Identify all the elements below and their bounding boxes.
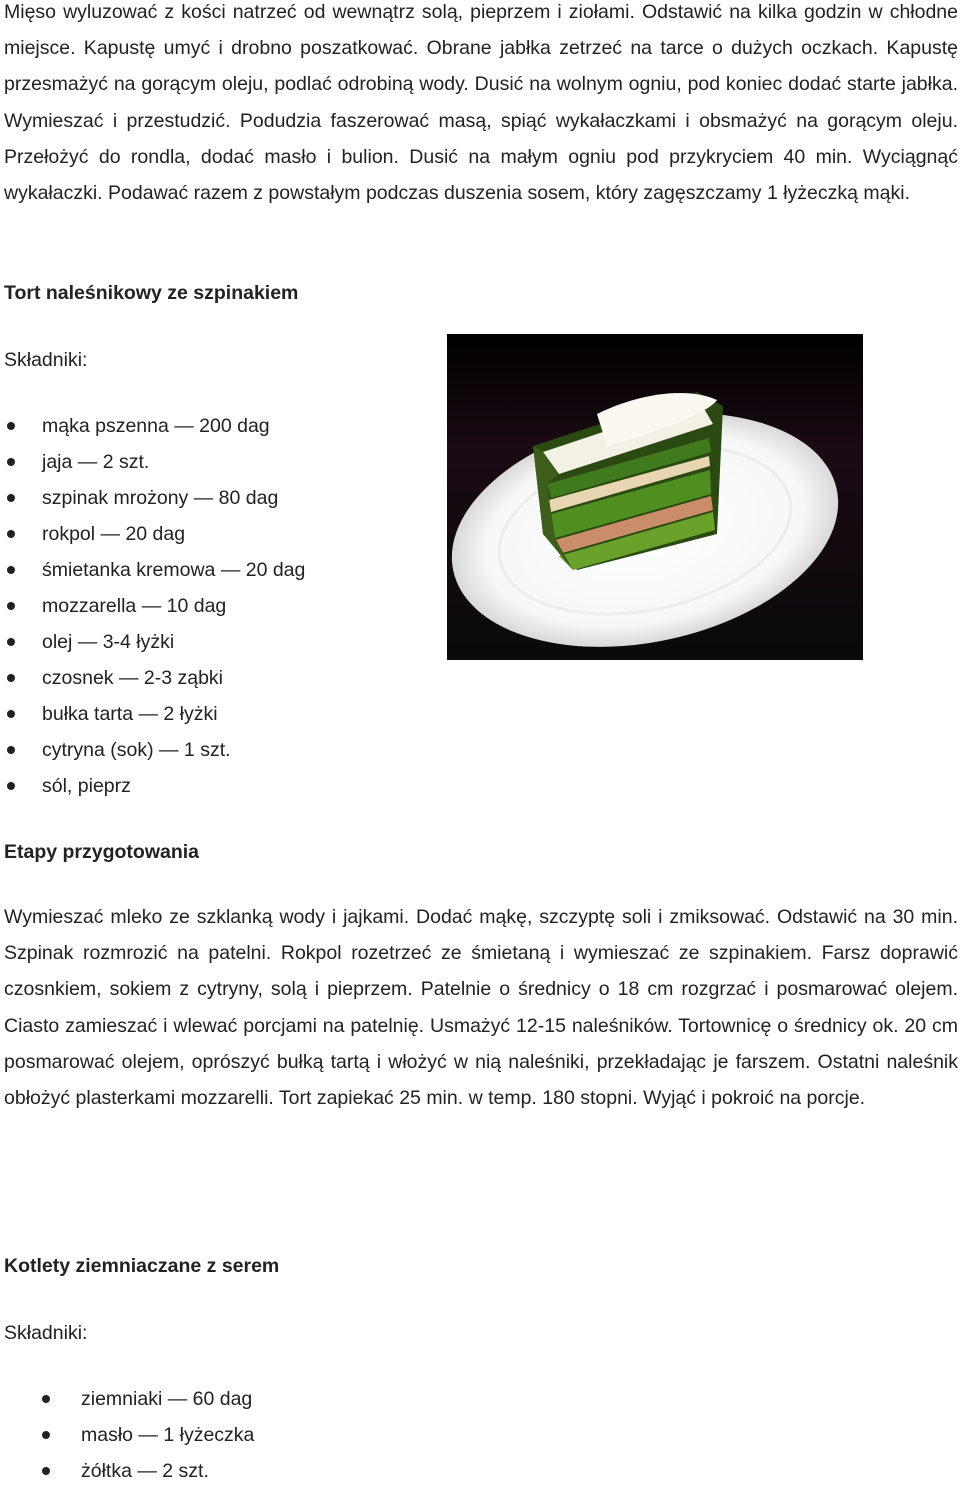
list-item: bułka tarta — 2 łyżki bbox=[4, 696, 305, 732]
crepe-cake-photo bbox=[447, 334, 863, 660]
ingredients-list-tort bbox=[4, 408, 305, 804]
list-item: śmietanka kremowa — 20 dag bbox=[4, 552, 305, 588]
list-item: cytryna (sok) — 1 szt. bbox=[4, 732, 305, 768]
list-item: mąka pszenna — 200 dag bbox=[4, 408, 305, 444]
list-item: masło — 1 łyżeczka bbox=[4, 1417, 254, 1453]
bullet-icon bbox=[7, 674, 15, 682]
bullet-icon bbox=[7, 494, 15, 502]
list-item: sól, pieprz bbox=[4, 768, 305, 804]
list-item: rokpol — 20 dag bbox=[4, 516, 305, 552]
bullet-icon bbox=[42, 1467, 50, 1475]
bullet-icon bbox=[7, 746, 15, 754]
list-item: żółtka — 2 szt. bbox=[4, 1453, 254, 1489]
intro-paragraph: Mięso wyluzować z kości natrzeć od wewnątrz solą, pieprzem i ziołami. Odstawić na kilka godzin w chłodne miejsce. Kapustę umyć i drobno poszatkować. Obrane jabłka zetrzeć na tarce o dużych oczkach. Kapustę przesmażyć na gorącym oleju, podlać odrobiną wody. Dusić na wolnym ogniu, pod koniec dodać starte jabłka. Wymieszać i przestudzić. Podudzia faszerować masą, spiąć wykałaczkami i obsmażyć na gorącym oleju. Przełożyć do rondla, dodać masło i bulion. Dusić na małym ogniu pod przykryciem 40 min. Wyciągnąć wykałaczki. Podawać razem z powstałym podczas duszenia sosem, który zagęszczamy 1 łyżeczką mąki. bbox=[4, 1, 958, 205]
bullet-icon bbox=[7, 602, 15, 610]
bullet-icon bbox=[42, 1431, 50, 1439]
list-item: szpinak mrożony — 80 dag bbox=[4, 480, 305, 516]
recipe-title-kotlety: Kotlety ziemniaczane z serem bbox=[4, 1255, 280, 1277]
bullet-icon bbox=[7, 566, 15, 574]
bullet-icon bbox=[42, 1395, 50, 1403]
bullet-icon bbox=[7, 530, 15, 538]
bullet-icon bbox=[7, 710, 15, 718]
bullet-icon bbox=[7, 422, 15, 430]
photo-illustration bbox=[447, 334, 863, 660]
steps-paragraph: Wymieszać mleko ze szklanką wody i jajkami. Dodać mąkę, szczyptę soli i zmiksować. Odstawić na 30 min. Szpinak rozmrozić na patelni. Rokpol rozetrzeć ze śmietaną i wymieszać ze szpinakiem. Farsz doprawić czosnkiem, sokiem z cytryny, solą i pieprzem. Patelnie o średnicy o 18 cm rozgrzać i posmarować olejem. Ciasto zamieszać i wlewać porcjami na patelnię. Usmażyć 12-15 naleśników. Tortownicę o średnicy ok. 20 cm posmarować olejem, oprószyć bułką tartą i włożyć w nią naleśniki, przekładając je farszem. Ostatni naleśnik obłożyć plasterkami mozzarelli. Tort zapiekać 25 min. w temp. 180 stopni. Wyjąć i pokroić na porcje. bbox=[4, 906, 958, 1110]
list-item: czosnek — 2-3 ząbki bbox=[4, 660, 305, 696]
bullet-icon bbox=[7, 458, 15, 466]
ingredients-label: Składniki: bbox=[4, 349, 88, 371]
list-item: mozzarella — 10 dag bbox=[4, 588, 305, 624]
list-item: ziemniaki — 60 dag bbox=[4, 1381, 254, 1417]
recipe-title-tort: Tort naleśnikowy ze szpinakiem bbox=[4, 282, 299, 304]
bullet-icon bbox=[7, 782, 15, 790]
steps-title: Etapy przygotowania bbox=[4, 841, 200, 863]
ingredients-list-kotlety bbox=[4, 1381, 254, 1489]
ingredients-label: Składniki: bbox=[4, 1322, 88, 1344]
list-item: jaja — 2 szt. bbox=[4, 444, 305, 480]
list-item: olej — 3-4 łyżki bbox=[4, 624, 305, 660]
bullet-icon bbox=[7, 638, 15, 646]
